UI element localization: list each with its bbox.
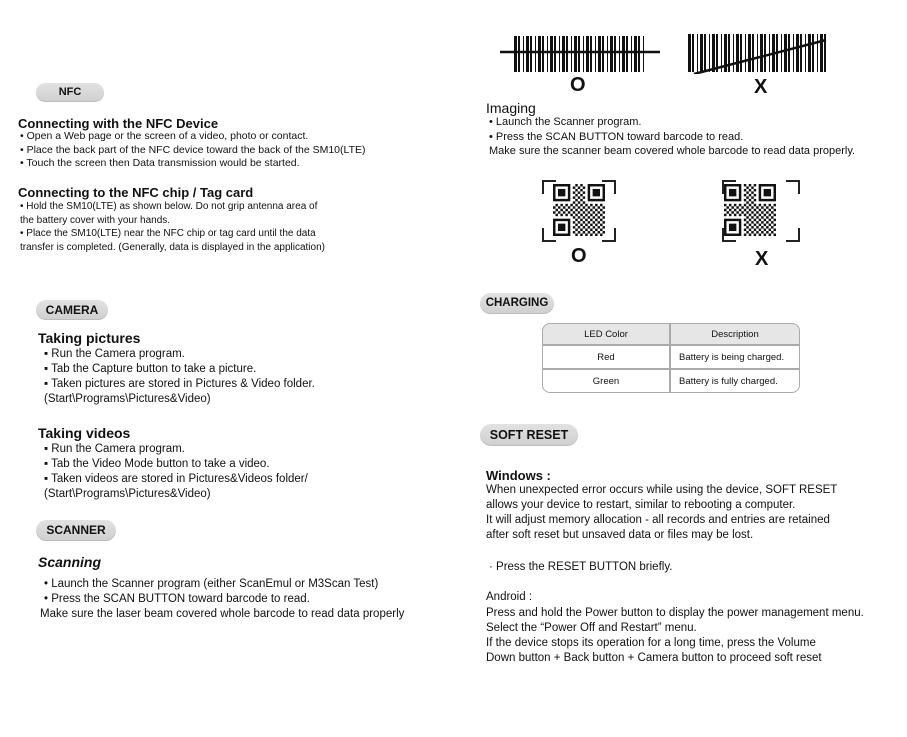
taking-videos-text xyxy=(44,442,308,502)
text-line: • Launch the Scanner program (either ScanEmul or M3Scan Test) xyxy=(44,578,379,590)
text-line: transfer is completed. (Generally, data is displayed in the application) xyxy=(20,241,325,253)
text-line: ▪ Taken videos are stored in Pictures&Videos folder/ xyxy=(44,473,308,485)
text-line: after soft reset but unsaved data or files may be lost. xyxy=(486,529,754,541)
charging-badge: CHARGING xyxy=(480,293,554,314)
text-line: It will adjust memory allocation - all records and entries are retained xyxy=(486,514,830,526)
windows-text xyxy=(486,483,837,543)
text-line: • Press the SCAN BUTTON toward barcode to read. xyxy=(44,593,310,605)
table-header-row xyxy=(542,323,800,345)
qr-bad-mark: X xyxy=(755,248,769,270)
text-line: When unexpected error occurs while using the device, SOFT RESET xyxy=(486,484,838,496)
text-line: Select the “Power Off and Restart” menu. xyxy=(486,622,697,634)
text-line: (Start\Programs\Pictures&Video) xyxy=(44,393,211,405)
text-line: the battery cover with your hands. xyxy=(20,214,171,226)
nfc-connect-device-text xyxy=(20,130,365,171)
imaging-text xyxy=(489,115,855,159)
table-cell: Green xyxy=(542,369,670,393)
text-line: Make sure the scanner beam covered whole barcode to read data properly. xyxy=(489,145,856,157)
qr-good-frame xyxy=(542,180,616,242)
barcode-bad-image xyxy=(686,34,828,74)
text-line: Down button + Back button + Camera button to proceed soft reset xyxy=(486,652,822,664)
qr-good-mark: O xyxy=(571,245,587,267)
text-line: ▪ Taken pictures are stored in Pictures & Video folder. xyxy=(44,378,315,390)
table-cell: Battery is being charged. xyxy=(670,345,800,369)
barcode-good-image xyxy=(500,36,660,74)
table-header: LED Color xyxy=(542,323,670,345)
text-line: If the device stops its operation for a long time, press the Volume xyxy=(486,637,816,649)
table-cell: Battery is fully charged. xyxy=(670,369,800,393)
nfc-tag-card-title: Connecting to the NFC chip / Tag card xyxy=(18,185,254,200)
windows-step: · Press the RESET BUTTON briefly. xyxy=(489,561,673,573)
text-line: • Touch the screen then Data transmission would be started. xyxy=(20,157,300,169)
text-line: • Press the SCAN BUTTON toward barcode to read. xyxy=(489,130,744,143)
text-line: ▪ Tab the Capture button to take a picture. xyxy=(44,363,257,375)
barcode-bad-mark: X xyxy=(754,76,768,98)
nfc-tag-card-text xyxy=(20,200,325,254)
scanning-title: Scanning xyxy=(38,554,102,570)
table-header: Description xyxy=(670,323,800,345)
text-line: Make sure the laser beam covered whole barcode to read data properly xyxy=(40,608,405,620)
text-line: ▪ Run the Camera program. xyxy=(44,348,185,360)
frame-corner xyxy=(786,228,800,242)
frame-corner xyxy=(786,180,800,194)
imaging-title: Imaging xyxy=(486,100,536,116)
table-cell: Red xyxy=(542,345,670,369)
text-line: • Launch the Scanner program. xyxy=(489,116,642,128)
text-line: (Start\Programs\Pictures&Video) xyxy=(44,488,211,500)
camera-badge: CAMERA xyxy=(36,300,108,320)
barcode-good-mark: O xyxy=(570,74,586,96)
qr-bad-frame xyxy=(722,180,800,242)
qr-code-image xyxy=(724,184,776,236)
taking-videos-title: Taking videos xyxy=(38,425,131,441)
windows-title: Windows : xyxy=(486,468,551,483)
taking-pictures-title: Taking pictures xyxy=(38,330,141,346)
soft-reset-badge: SOFT RESET xyxy=(480,424,578,446)
android-text xyxy=(486,606,864,666)
text-line: • Place the SM10(LTE) near the NFC chip or tag card until the data xyxy=(20,228,316,239)
text-line: Press and hold the Power button to display the power management menu. xyxy=(486,607,864,619)
text-line: • Hold the SM10(LTE) as shown below. Do not grip antenna area of xyxy=(20,201,318,212)
text-line: allows your device to restart, similar to rebooting a computer. xyxy=(486,499,796,511)
text-line: • Place the back part of the NFC device toward the back of the SM10(LTE) xyxy=(20,143,366,156)
qr-code-image xyxy=(553,184,605,236)
android-title: Android : xyxy=(486,591,533,603)
nfc-connect-device-title: Connecting with the NFC Device xyxy=(18,116,219,131)
led-table xyxy=(542,323,800,393)
scanner-badge: SCANNER xyxy=(36,520,116,541)
scanning-text xyxy=(40,577,404,622)
table-row xyxy=(542,369,800,393)
text-line: • Open a Web page or the screen of a video, photo or contact. xyxy=(20,130,309,142)
text-line: ▪ Run the Camera program. xyxy=(44,443,185,455)
taking-pictures-text xyxy=(44,347,315,407)
text-line: ▪ Tab the Video Mode button to take a video. xyxy=(44,458,270,470)
nfc-badge: NFC xyxy=(36,83,104,102)
table-row xyxy=(542,345,800,369)
